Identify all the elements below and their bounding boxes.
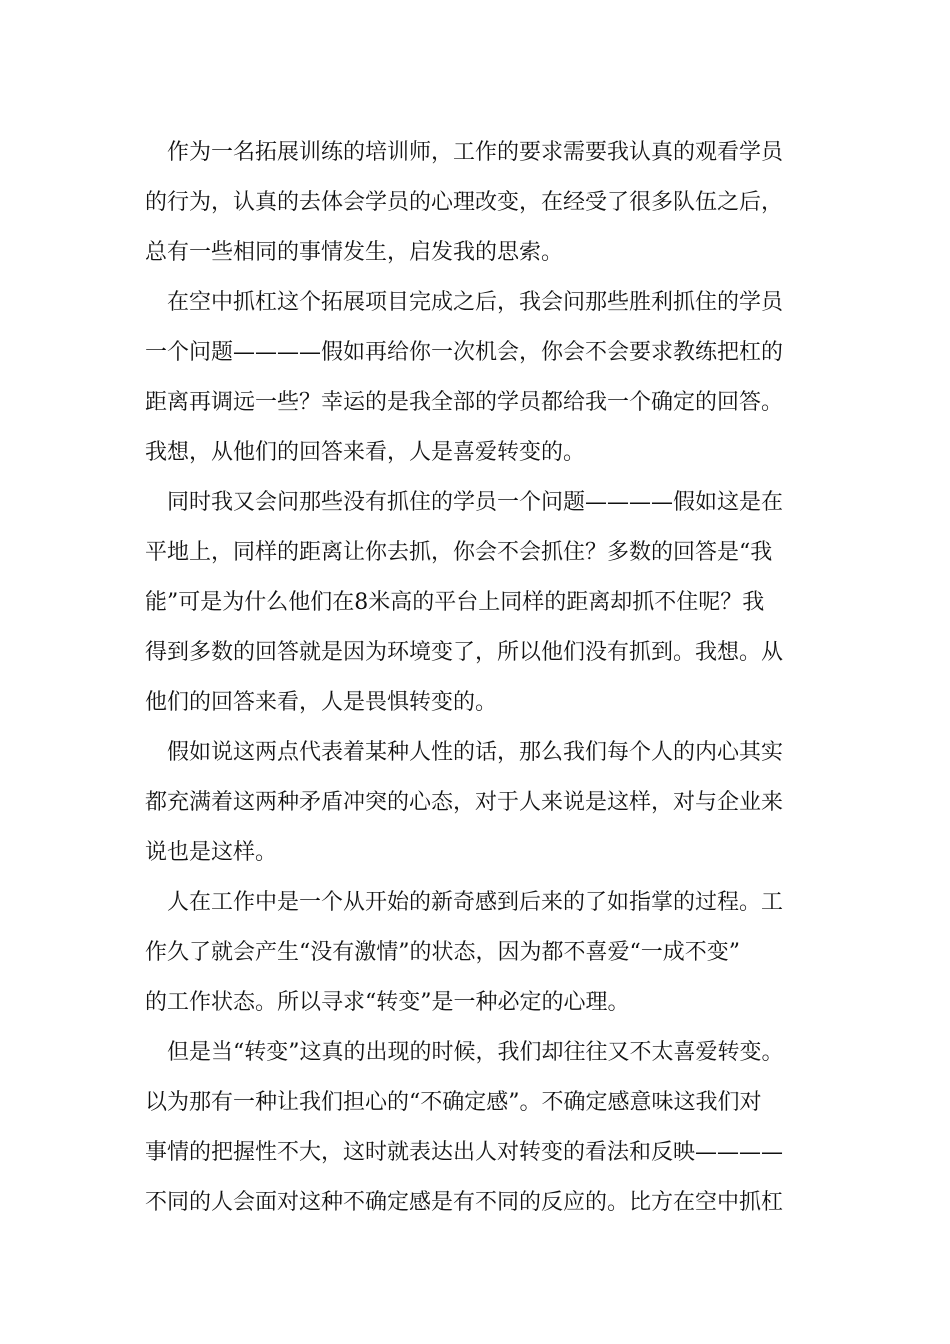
paragraph-3-line-1: 同时我又会问那些没有抓住的学员一个问题————假如这是在	[167, 490, 784, 515]
paragraph-3-line-4: 得到多数的回答就是因为环境变了，所以他们没有抓到。我想。从	[145, 640, 784, 665]
paragraph-2-line-3: 距离再调远一些？幸运的是我全部的学员都给我一个确定的回答。	[145, 390, 784, 415]
paragraph-3-line-2: 平地上，同样的距离让你去抓，你会不会抓住？多数的回答是“我	[145, 540, 773, 565]
paragraph-6-line-4: 不同的人会面对这种不确定感是有不同的反应的。比方在空中抓杠	[145, 1190, 784, 1215]
paragraph-5-line-1: 人在工作中是一个从开始的新奇感到后来的了如指掌的过程。工	[167, 890, 784, 915]
paragraph-4-line-1: 假如说这两点代表着某种人性的话，那么我们每个人的内心其实	[167, 740, 784, 765]
paragraph-5-line-2: 作久了就会产生“没有激情”的状态，因为都不喜爱“一成不变”	[145, 940, 740, 965]
paragraph-1-line-1: 作为一名拓展训练的培训师，工作的要求需要我认真的观看学员	[167, 140, 784, 165]
paragraph-6-line-2: 以为那有一种让我们担心的“不确定感”。不确定感意味这我们对	[145, 1090, 762, 1115]
paragraph-2-line-1: 在空中抓杠这个拓展项目完成之后，我会问那些胜利抓住的学员	[167, 290, 784, 315]
paragraph-1-line-2: 的行为，认真的去体会学员的心理改变，在经受了很多队伍之后，	[145, 190, 784, 215]
paragraph-2-line-2: 一个问题————假如再给你一次机会，你会不会要求教练把杠的	[145, 340, 784, 365]
paragraph-6-line-1: 但是当“转变”这真的出现的时候，我们却往往又不太喜爱转变。	[167, 1040, 784, 1065]
paragraph-5-line-3: 的工作状态。所以寻求“转变”是一种必定的心理。	[145, 990, 630, 1015]
paragraph-1-line-3: 总有一些相同的事情发生，启发我的思索。	[145, 240, 564, 265]
paragraph-2-line-4: 我想，从他们的回答来看，人是喜爱转变的。	[145, 440, 586, 465]
paragraph-4-line-2: 都充满着这两种矛盾冲突的心态，对于人来说是这样，对与企业来	[145, 790, 784, 815]
paragraph-4-line-3: 说也是这样。	[145, 840, 278, 865]
paragraph-6-line-3: 事情的把握性不大，这时就表达出人对转变的看法和反映————	[145, 1140, 784, 1165]
document-body	[145, 128, 815, 1228]
paragraph-3-line-5: 他们的回答来看，人是畏惧转变的。	[145, 690, 498, 715]
paragraph-3-line-3: 能”可是为什么他们在8米高的平台上同样的距离却抓不住呢？我	[145, 590, 765, 615]
